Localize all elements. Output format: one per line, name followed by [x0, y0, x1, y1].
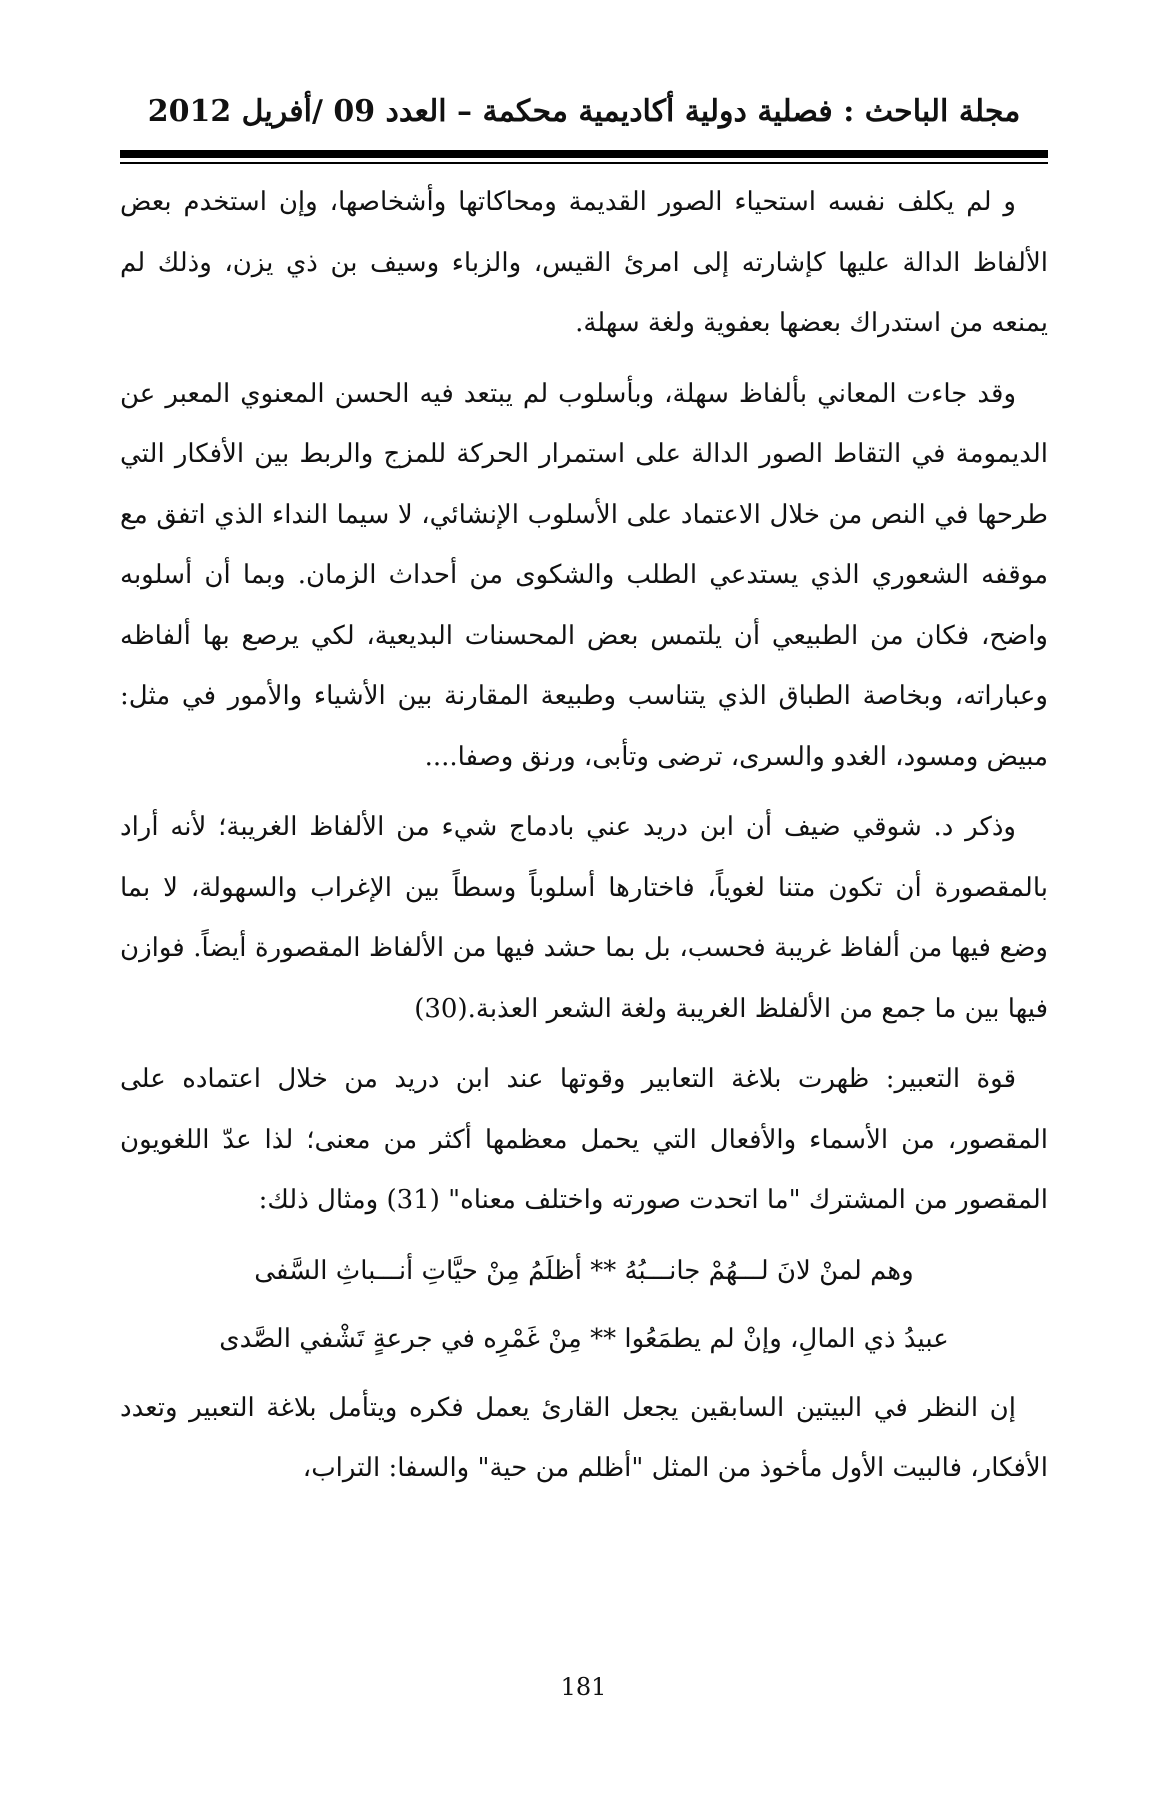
article-body: [120, 172, 1048, 1509]
header-rule-thin: [120, 162, 1048, 164]
header-rule-thick: [120, 150, 1048, 158]
page-number: 181: [560, 1673, 607, 1701]
verse-line-2: عبيدُ ذي المالِ، وإنْ لم يطمَعُوا ** مِنْ غَمْرِه في جرعةٍ تَشْفي الصَّدى: [219, 1324, 949, 1354]
journal-header: مجلة الباحث : فصلية دولية أكاديمية محكمة – العدد 09 /أفريل 2012: [147, 94, 1021, 129]
paragraph-1: و لم يكلف نفسه استحياء الصور القديمة ومحاكاتها وأشخاصها، وإن استخدم بعض الألفاظ الدالة عليها كإشارته إلى امرئ القيس، والزباء وسيف بن ذي يزن، وذلك لم يمنعه من استدراك بعضها بعفوية ولغة سهلة.: [120, 187, 1048, 338]
paragraph-5: إن النظر في البيتين السابقين يجعل القارئ يعمل فكره ويتأمل بلاغة التعبير وتعدد الأفكار، فالبيت الأول مأخوذ من المثل "أظلم من حية" والسفا: التراب،: [120, 1392, 1048, 1483]
paragraph-2: وقد جاءت المعاني بألفاظ سهلة، وبأسلوب لم يبتعد فيه الحسن المعنوي المعبر عن الديمومة في التقاط الصور الدالة على استمرار الحركة للمزج والربط بين الأفكار التي طرحها في النص من خلال الاعتماد على الأسلوب الإنشائي، لا سيما النداء الذي اتفق مع موقفه الشعوري الذي يستدعي الطلب والشكوى من أحداث الزمان. وبما أن أسلوبه واضح، فكان من الطبيعي أن يلتمس بعض المحسنات البديعية، لكي يرصع بها ألفاظه وعباراته، وبخاصة الطباق الذي يتناسب وطبيعة المقارنة بين الأشياء والأمور في مثل: مبيض ومسود، الغدو والسرى، ترضى وتأبى، ورنق وصفا....: [120, 378, 1048, 772]
verse-line-1: وهم لمنْ لانَ لـــهُمْ جانـــبُهُ ** أظلَمُ مِنْ حيَّاتِ أنـــباثِ السَّفى: [254, 1255, 914, 1286]
paragraph-3: وذكر د. شوقي ضيف أن ابن دريد عني بادماج شيء من الألفاظ الغريبة؛ لأنه أراد بالمقصورة أن تكون متنا لغوياً، فاختارها أسلوباً وسطاً بين الإغراب والسهولة، لا بما وضع فيها من ألفاظ غريبة فحسب، بل بما حشد فيها من الألفاظ المقصورة أيضاً. فوازن فيها بين ما جمع من الألفلظ الغريبة ولغة الشعر العذبة.(30): [120, 812, 1048, 1024]
paragraph-4: قوة التعبير: ظهرت بلاغة التعابير وقوتها عند ابن دريد من خلال اعتماده على المقصور، من الأسماء والأفعال التي يحمل معظمها أكثر من معنى؛ لذا عدّ اللغويون المقصور من المشترك "ما اتحدت صورته واختلف معناه" (31) ومثال ذلك:: [120, 1064, 1048, 1215]
